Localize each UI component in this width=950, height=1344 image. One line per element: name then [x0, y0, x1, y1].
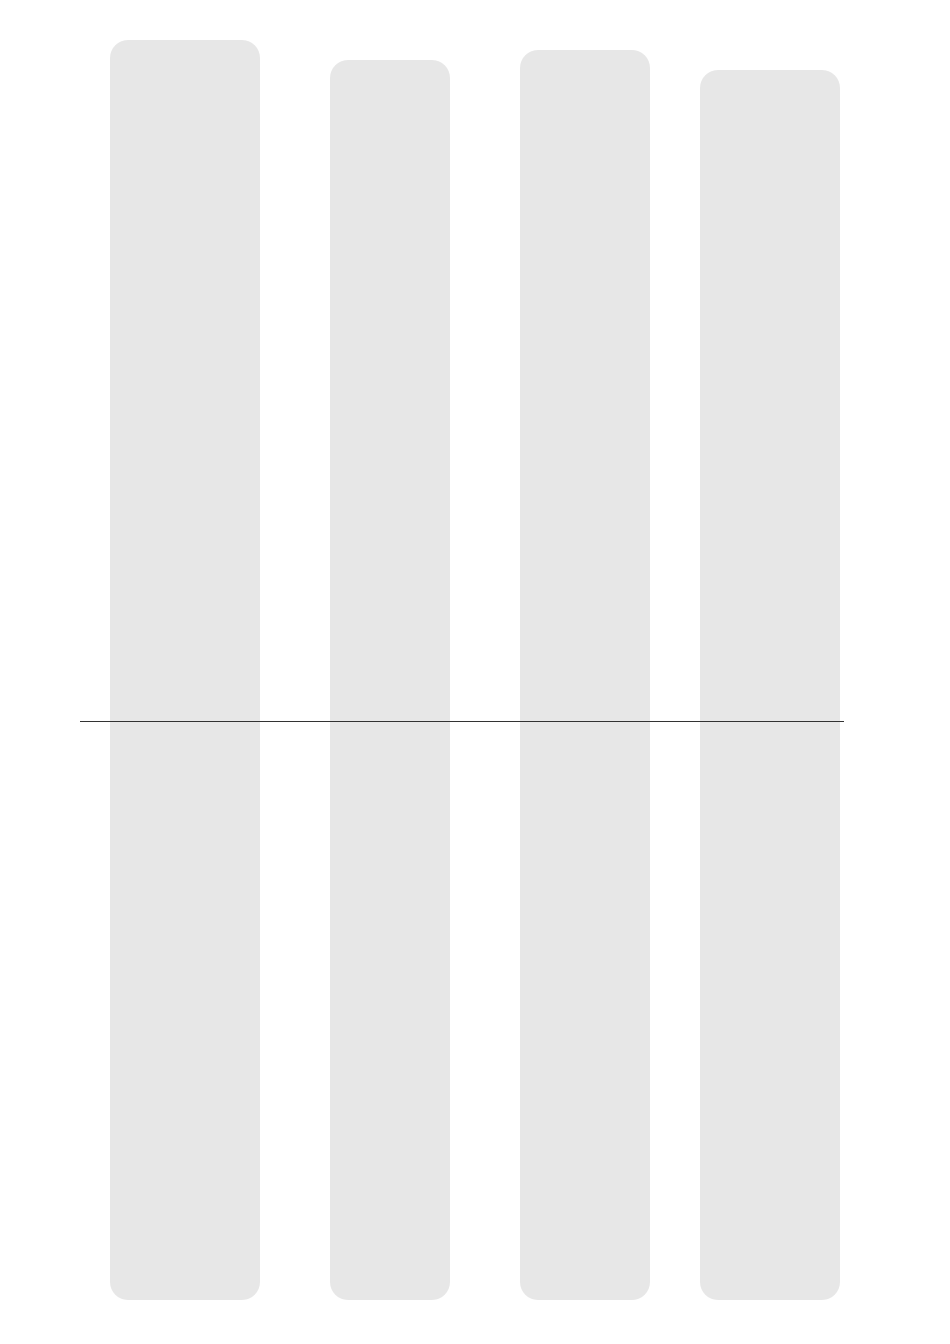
- section-divider: [80, 721, 844, 722]
